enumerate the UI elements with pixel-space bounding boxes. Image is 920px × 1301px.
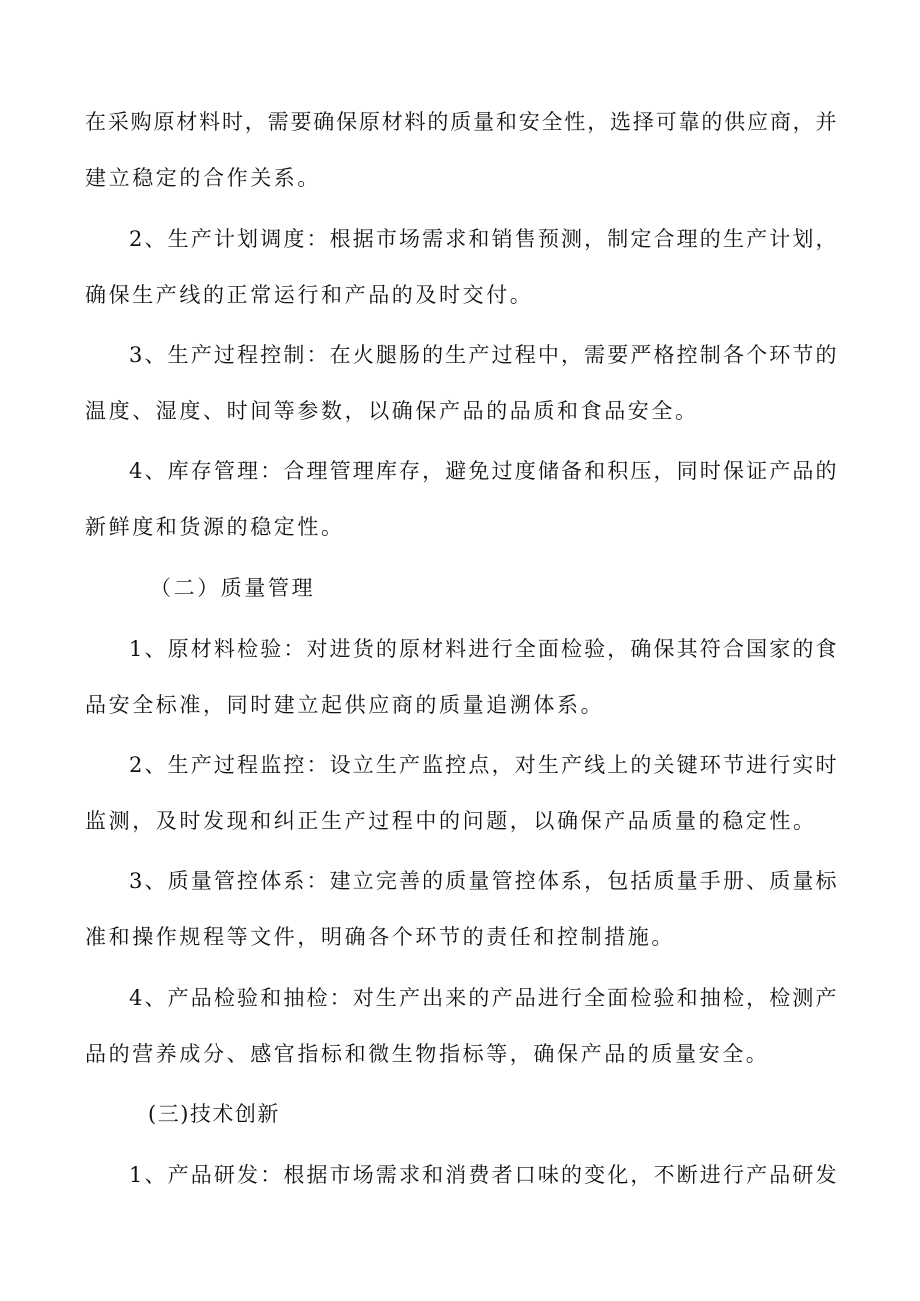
paragraph-line: 4、产品检验和抽检：对生产出来的产品进行全面检验和抽检，检测产 bbox=[129, 986, 837, 1010]
paragraph-line: 确保生产线的正常运行和产品的及时交付。 bbox=[85, 283, 534, 307]
paragraph-line: 4、库存管理：合理管理库存，避免过度储备和积压，同时保证产品的 bbox=[129, 459, 837, 483]
section-heading: （二）质量管理 bbox=[150, 576, 316, 600]
paragraph-line: 监测，及时发现和纠正生产过程中的问题，以确保产品质量的稳定性。 bbox=[85, 809, 817, 833]
paragraph-line: 品的营养成分、感官指标和微生物指标等，确保产品的质量安全。 bbox=[85, 1042, 770, 1066]
paragraph-line: 2、生产计划调度：根据市场需求和销售预测，制定合理的生产计划， bbox=[129, 227, 837, 251]
paragraph-line: 新鲜度和货源的稳定性。 bbox=[85, 515, 345, 539]
section-heading: (三)技术创新 bbox=[148, 1102, 280, 1126]
paragraph-line: 准和操作规程等文件，明确各个环节的责任和控制措施。 bbox=[85, 925, 675, 949]
paragraph-line: 2、生产过程监控：设立生产监控点，对生产线上的关键环节进行实时 bbox=[129, 753, 837, 777]
paragraph-line: 品安全标准，同时建立起供应商的质量追溯体系。 bbox=[85, 693, 605, 717]
paragraph-line: 3、质量管控体系：建立完善的质量管控体系，包括质量手册、质量标 bbox=[129, 869, 837, 893]
paragraph-line: 3、生产过程控制：在火腿肠的生产过程中，需要严格控制各个环节的 bbox=[129, 343, 837, 367]
paragraph-line: 在采购原材料时，需要确保原材料的质量和安全性，选择可靠的供应商，并 bbox=[85, 110, 837, 134]
paragraph-line: 1、产品研发：根据市场需求和消费者口味的变化，不断进行产品研发 bbox=[129, 1163, 837, 1187]
paragraph-line: 1、原材料检验：对进货的原材料进行全面检验，确保其符合国家的食 bbox=[129, 637, 837, 661]
paragraph-line: 温度、湿度、时间等参数，以确保产品的品质和食品安全。 bbox=[85, 399, 699, 423]
paragraph-line: 建立稳定的合作关系。 bbox=[85, 166, 321, 190]
